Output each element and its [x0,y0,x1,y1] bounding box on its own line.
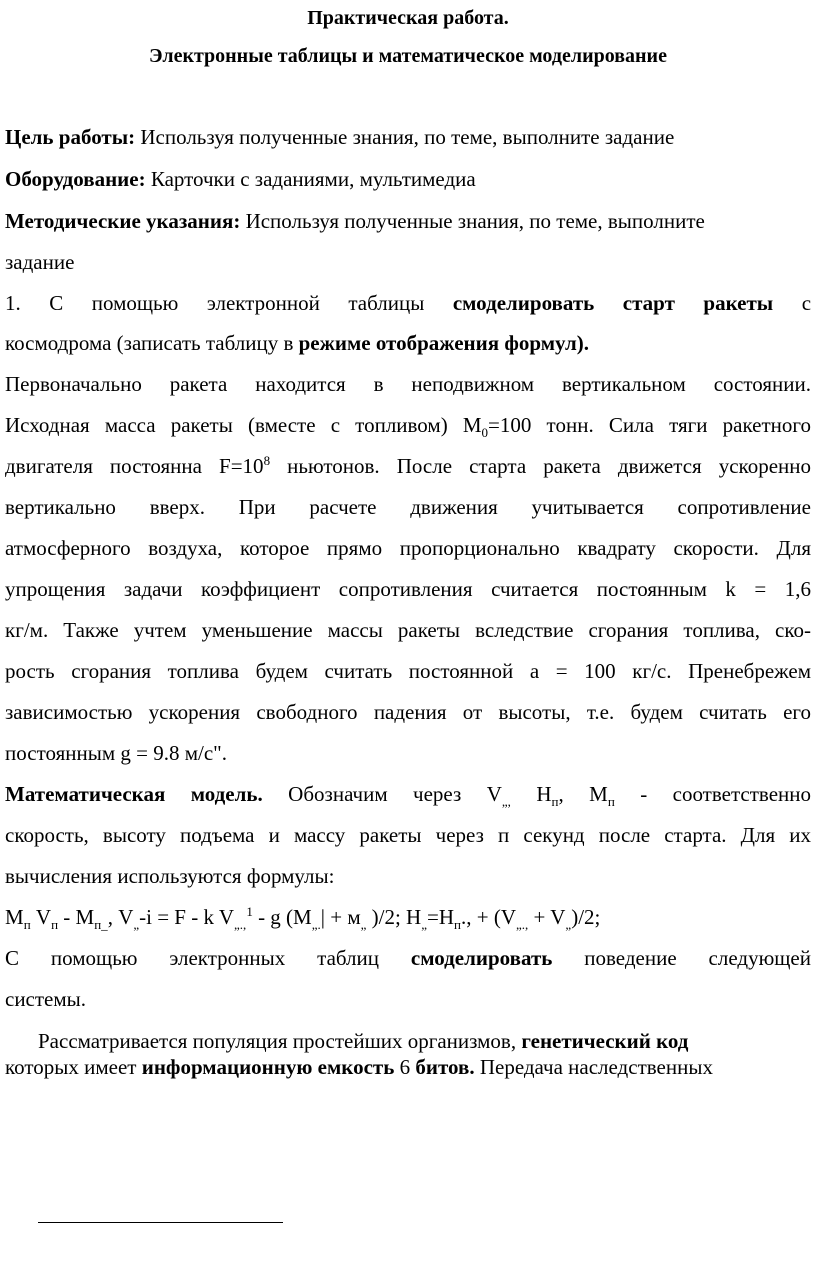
para-line-4: вертикально вверх. При расчете движения учитывается сопротивление [5,495,811,519]
para-text-3b: ньютонов. После старта ракета движется ускоренно [270,454,811,478]
para-line-2 [5,412,811,441]
para-line-6: упрощения задачи коэффициент сопротивления считается постоянным k = 1,6 [5,577,811,601]
formula-line [5,904,811,933]
task1-bold: смоделировать старт ракеты [452,291,774,315]
formula-part: V [30,905,52,929]
para2-text-2c: 6 [394,1055,416,1079]
task2-line-2: системы. [5,987,87,1011]
model-line-2: скорость, высоту подъема и массу ракеты через п секунд после старта. Для их [5,823,811,847]
page-title: Практическая работа. [307,7,509,29]
para2-text-2e: Передача наследственных [474,1055,713,1079]
model-label: Математическая модель. [5,782,263,806]
formula-part: | + м [320,905,361,929]
formula-part: ., + (V [460,905,516,929]
formula-sup: 1 [246,904,253,919]
formula-part: )/2; [571,905,601,929]
method-line [5,208,811,234]
task1-line-2 [5,330,811,356]
goal-label: Цель работы: [5,125,136,149]
para2-bold-2d: битов. [415,1055,475,1079]
para-line-10: постоянным g = 9.8 м/с". [5,741,227,765]
formula-sub: „., [234,917,247,933]
task1-text-2a: космодрома (записать таблицу в [5,331,299,355]
para2-line-1 [38,1028,778,1054]
formula-sub: „ [421,917,427,933]
task1-bold-2: режиме отображения формул). [298,331,590,355]
formula-sub: „., [516,917,529,933]
page-subtitle: Электронные таблицы и математическое моделирование [149,45,667,67]
task2-line-1 [5,945,811,971]
model-text-d: - соответственно [614,782,811,806]
equipment-label: Оборудование: [5,167,146,191]
para-line-7: кг/м. Также учтем уменьшение массы ракеты вследствие сгорания топлива, ско- [5,618,811,642]
para2-bold-2b: информационную емкость [141,1055,395,1079]
model-sub-2: п [551,794,559,810]
para-text-2b: =100 тонн. Сила тяги ракетного [488,413,811,437]
formula-part: - М [58,905,95,929]
para2-text-2a: которых имеет [5,1055,142,1079]
task1-text-c: с [773,291,812,315]
para2-bold-a: генетический код [521,1029,689,1053]
para-text-2a: Исходная масса ракеты (вместе с топливом) М [5,413,482,437]
formula-part: , V [107,905,134,929]
formula-sub: п [51,917,59,933]
task2-text-a: С помощью электронных таблиц [5,946,411,970]
formula-sub: п [23,917,31,933]
model-line-3: вычисления используются формулы: [5,864,335,888]
task1-line-1 [5,290,811,316]
equipment-text: Карточки с заданиями, мультимедиа [145,167,476,191]
model-text-c: , М [558,782,608,806]
para-text-3a: двигателя постоянна F=10 [5,454,264,478]
formula-part: -i = F - k V [139,905,235,929]
para-line-1: Первоначально ракета находится в неподвижном вертикальном состоянии. [5,372,811,396]
mass-subscript: 0 [481,425,489,441]
formula-sub: п [454,917,461,933]
para-line-3 [5,453,811,479]
formula-part: )/2; Н [366,905,422,929]
para-line-8: рость сгорания топлива будем считать постоянной а = 100 кг/с. Пренебрежем [5,659,811,683]
footnote-separator [38,1222,283,1223]
formula-part: М [5,905,24,929]
formula-sub: „ [360,917,367,933]
para-line-5: атмосферного воздуха, которое прямо пропорционально квадрату скорости. Для [5,536,811,560]
model-text-a: Обозначим через V [262,782,502,806]
method-text: Используя полученные знания, по теме, выполните [240,209,705,233]
formula-part: + V [528,905,566,929]
formula-sub: „. [311,917,321,933]
equipment-line [5,166,811,192]
model-sub-3: п [607,794,615,810]
para2-line-2 [5,1054,811,1080]
task2-bold: смоделировать [410,946,553,970]
method-continuation: задание [5,250,75,274]
formula-sub: „ [565,917,572,933]
para-line-9: зависимостью ускорения свободного падения от высоты, т.е. будем считать его [5,700,811,724]
model-sub-1: „, [501,794,511,810]
goal-line [5,124,811,150]
model-line-1 [5,781,811,810]
model-text-b: Н [510,782,552,806]
task2-text-c: поведение следующей [552,946,811,970]
formula-part: =Н [427,905,455,929]
task1-text-a: 1. С помощью электронной таблицы [5,291,453,315]
para2-text-a: Рассматривается популяция простейших организмов, [38,1029,522,1053]
power-superscript: 8 [263,453,271,468]
goal-text: Используя полученные знания, по теме, выполните задание [135,125,675,149]
formula-sub: „ [133,917,140,933]
method-label: Методические указания: [5,209,241,233]
formula-part: - g (М [252,905,312,929]
formula-sub: п_ [94,917,108,933]
